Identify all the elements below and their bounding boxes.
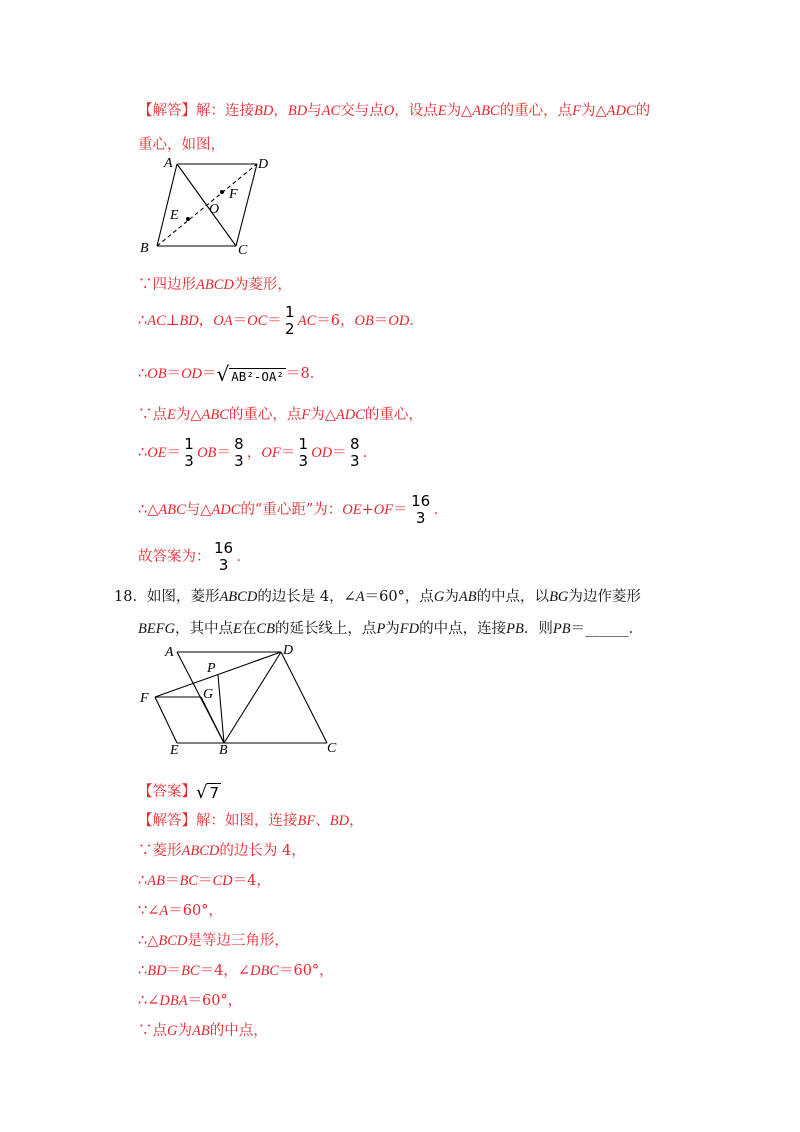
solution-line-8: ∴△ABC与△ADC的“重心距”为：OE+OF＝ 16 3 ． bbox=[138, 492, 449, 527]
label-P: P bbox=[207, 661, 216, 676]
solution-line-2: 重心，如图， bbox=[138, 137, 225, 153]
label-E: E bbox=[170, 743, 179, 758]
solution-line-9: 故答案为： 16 3 ． bbox=[138, 539, 251, 574]
fraction-eight-thirds-2: 8 3 bbox=[349, 435, 360, 470]
label-A: A bbox=[165, 645, 174, 660]
label-D: D bbox=[258, 157, 269, 172]
label-G: G bbox=[203, 687, 214, 702]
fraction-eight-thirds: 8 3 bbox=[234, 435, 244, 470]
answer-sqrt: √ 7 bbox=[196, 781, 220, 803]
label-D: D bbox=[283, 643, 294, 658]
label-F: F bbox=[229, 187, 238, 202]
answer-line bbox=[138, 780, 221, 803]
answer-solution-1: 【解答】解：如图，连接BF、BD， bbox=[138, 813, 364, 829]
solution-line-4: ∴AC⊥BD，OA＝OC＝ 1 2 AC＝6，OB＝OD． bbox=[138, 303, 424, 338]
answer-solution-2: ∵菱形ABCD的边长为 4， bbox=[138, 843, 306, 859]
square-root-expression: √ AB²-OA² bbox=[216, 362, 284, 386]
rhombus-figure-2 bbox=[135, 640, 350, 760]
fraction-one-third-2: 1 3 bbox=[298, 435, 309, 470]
answer-solution-7: ∴∠DBA＝60°， bbox=[138, 993, 243, 1009]
rhombus-figure-1 bbox=[132, 152, 282, 258]
answer-solution-5: ∴△BCD是等边三角形， bbox=[138, 933, 289, 949]
solution-line-1: 【解答】解：连接BD，BD与AC交与点O，设点E为△ABC的重心，点F为△ADC的 bbox=[138, 103, 651, 119]
solution-line-5: ∴OB＝OD＝√ AB²-OA² ＝8． bbox=[138, 362, 325, 386]
solution-line-6: ∵点E为△ABC的重心，点F为△ADC的重心， bbox=[138, 407, 423, 423]
question-18-line-1: 18．如图，菱形ABCD的边长是 4，∠A＝60°，点G为AB的中点，以BG为边作菱形 bbox=[114, 589, 641, 605]
fraction-sixteen-thirds-answer: 16 3 bbox=[213, 539, 234, 574]
label-O: O bbox=[209, 202, 220, 217]
label-C: C bbox=[327, 741, 337, 756]
solution-line-3: ∵四边形ABCD为菱形， bbox=[138, 277, 292, 293]
label-B: B bbox=[140, 241, 149, 256]
label-F: F bbox=[140, 691, 149, 706]
fraction-one-half: 1 2 bbox=[284, 303, 295, 338]
solution-line-7: ∴OE＝ 1 3 OB＝ 8 3 ，OF＝ 1 3 OD＝ 8 3 ． bbox=[138, 435, 378, 470]
fraction-one-third: 1 3 bbox=[184, 435, 194, 470]
fraction-sixteen-thirds: 16 3 bbox=[411, 492, 431, 527]
label-C: C bbox=[238, 243, 248, 258]
label-A: A bbox=[164, 156, 173, 171]
answer-solution-6: ∴BD＝BC＝4，∠DBC＝60°， bbox=[138, 963, 334, 979]
label-E: E bbox=[170, 208, 179, 223]
answer-tag: 【答案】 bbox=[138, 784, 196, 800]
label-B: B bbox=[219, 743, 228, 758]
solution-tag: 【解答】 bbox=[138, 103, 196, 119]
question-18-line-2: BEFG，其中点E在CB的延长线上，点P为FD的中点，连接PB．则PB＝______． bbox=[138, 621, 644, 637]
answer-solution-3: ∴AB＝BC＝CD＝4， bbox=[138, 873, 271, 889]
answer-solution-4: ∵∠A＝60°， bbox=[138, 903, 223, 919]
answer-solution-8: ∵点G为AB的中点， bbox=[138, 1023, 268, 1039]
